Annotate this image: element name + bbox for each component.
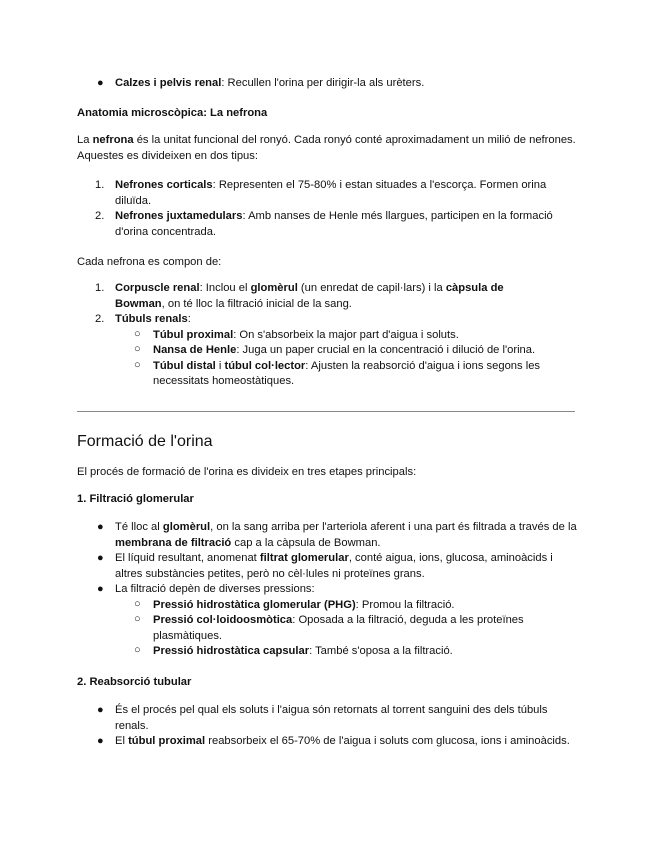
list-item: ● El túbul proximal reabsorbeix el 65-70% de l'aigua i soluts com glucosa, ions i aminoàcids. — [77, 734, 582, 750]
item-term: Calzes i pelvis renal — [115, 77, 222, 89]
bullet-icon: ● — [97, 735, 104, 747]
sub-list-item: ○ Pressió col·loidoosmòtica: Oposada a la filtració, deguda a les proteïnes plasmàtiques. — [134, 613, 524, 642]
subsection-heading-reabsorcio: 2. Reabsorció tubular — [77, 676, 192, 688]
list-item: 2. Túbuls renals: — [95, 313, 191, 325]
list-item: 1. Corpuscle renal: Inclou el glomèrul (un enredat de capil·lars) i la càpsula de Bowman, on té lloc la filtració inicial de la sang. — [95, 282, 504, 310]
horizontal-divider — [77, 411, 575, 412]
list-item: ● El líquid resultant, anomenat filtrat glomerular, conté aigua, ions, glucosa, aminoàcids i altres substàncies petites, però no cèl·lules ni proteïnes grans. — [97, 552, 553, 580]
circle-bullet-icon: ○ — [134, 327, 141, 340]
sub-list-item: ○ Pressió hidrostàtica capsular: També s'oposa a la filtració. — [134, 644, 453, 657]
circle-bullet-icon: ○ — [134, 358, 141, 371]
subsection-heading-filtracio: 1. Filtració glomerular — [77, 493, 194, 505]
section-heading-micro: Anatomia microscòpica: La nefrona — [77, 107, 268, 119]
list-nefrona-types — [77, 178, 582, 240]
bullet-icon: ● — [97, 552, 104, 564]
item-text: : Recullen l'orina per dirigir-la als urèters. — [221, 77, 425, 89]
paragraph-nefrona: La nefrona és la unitat funcional del ronyó. Cada ronyó conté aproximadament un milió de nefrones. Aquestes es divideixen en dos tipus: — [77, 134, 576, 162]
sub-list-item: ○ Pressió hidrostàtica glomerular (PHG): Promou la filtració. — [134, 597, 455, 611]
bullet-icon: ● — [97, 704, 104, 716]
list-item: ● Té lloc al glomèrul, on la sang arriba per l'arteriola aferent i una part és filtrada a través de la membrana de filtració cap a la càpsula de Bowman. — [97, 521, 577, 549]
bullet-icon: ● — [97, 583, 104, 595]
list-item-calzes — [77, 76, 577, 92]
list-item: ● És el procés pel qual els soluts i l'aigua són retornats al torrent sanguini des dels túbuls renals. — [97, 704, 548, 732]
sub-list-item: ○ Nansa de Henle: Juga un paper crucial en la concentració i dilució de l'orina. — [134, 343, 536, 356]
list-item: 1. Nefrones corticals: Representen el 75-80% i estan situades a l'escorça. Formen orina diluïda. — [95, 179, 547, 207]
list-item: 2. Nefrones juxtamedulars: Amb nanses de Henle més llargues, participen en la formació d'orina concentrada. — [95, 210, 553, 238]
circle-bullet-icon: ○ — [134, 597, 141, 610]
circle-bullet-icon: ○ — [134, 613, 141, 625]
bullet-icon: ● — [97, 77, 104, 89]
list-item: ● La filtració depèn de diverses pressions: — [77, 582, 582, 598]
circle-bullet-icon: ○ — [134, 644, 141, 656]
paragraph-formacio-intro: El procés de formació de l'orina es divideix en tres etapes principals: — [77, 466, 417, 478]
list-nefrona-parts — [77, 281, 582, 390]
paragraph-compon: Cada nefrona es compon de: — [77, 256, 222, 268]
list-filtracio — [77, 520, 582, 660]
sub-list-item: ○ Túbul proximal: On s'absorbeix la major part d'aigua i soluts. — [134, 327, 459, 341]
sub-list-item: ○ Túbul distal i túbul col·lector: Ajusten la reabsorció d'aigua i ions segons les necessitats homeostàtiques. — [134, 358, 541, 387]
circle-bullet-icon: ○ — [134, 343, 141, 355]
section-title-formacio: Formació de l'orina — [77, 433, 213, 450]
list-reabsorcio — [77, 703, 582, 750]
bullet-icon: ● — [97, 521, 104, 533]
